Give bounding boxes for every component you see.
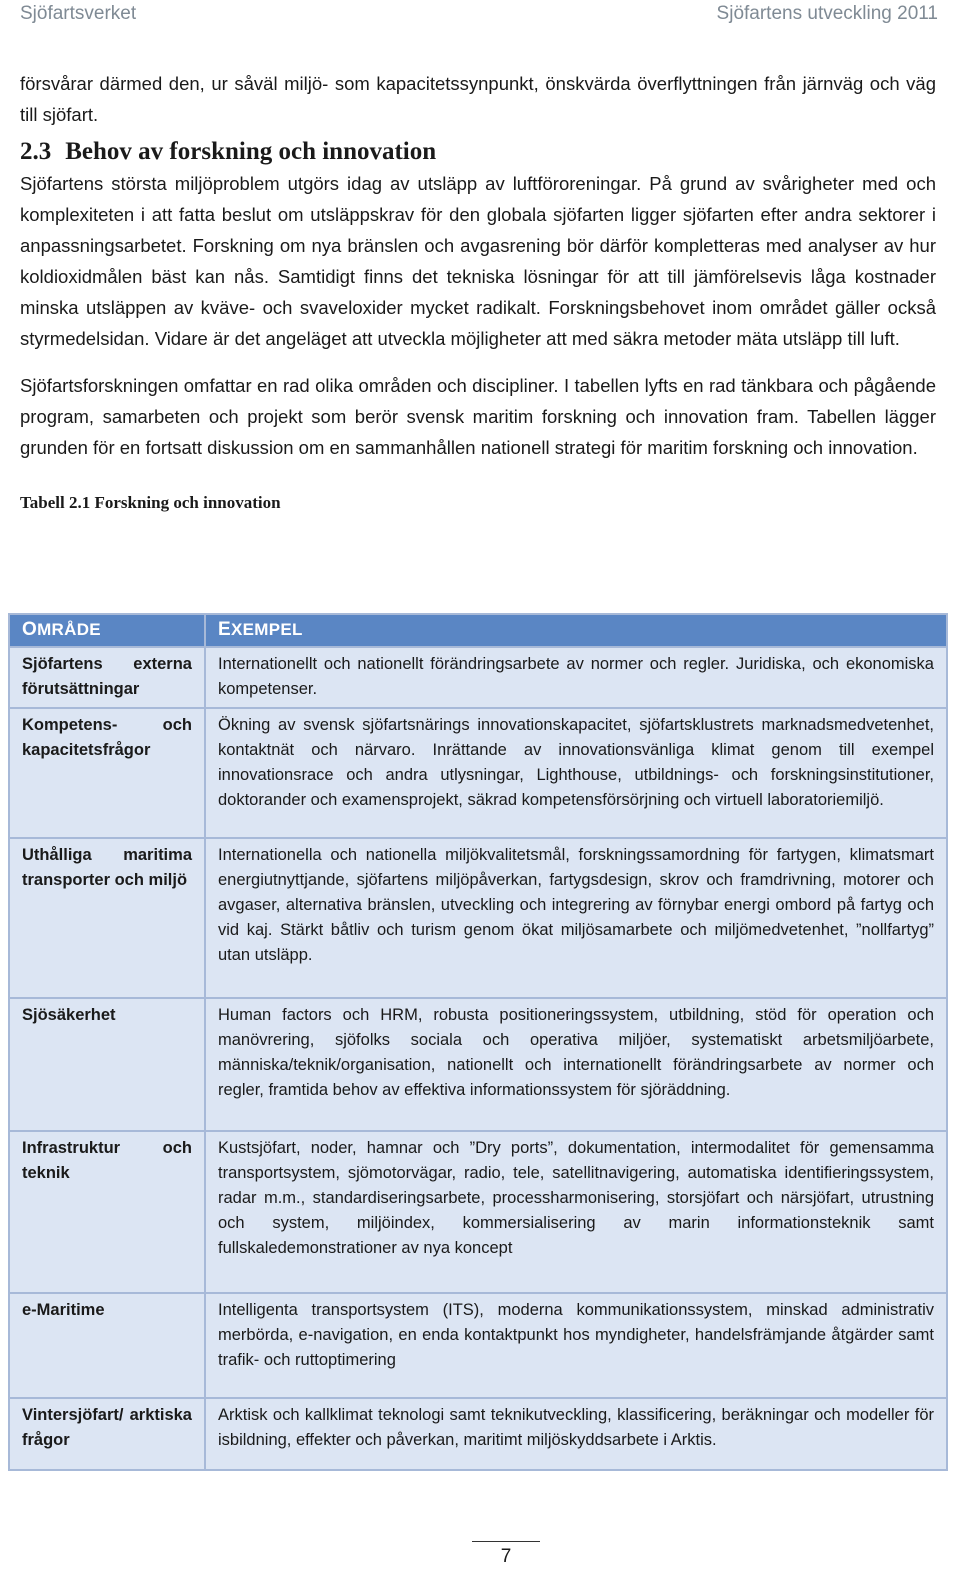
area-cell: e-Maritime [9,1293,205,1398]
table-row [9,708,947,838]
page-content [20,68,936,513]
example-cell: Arktisk och kallklimat teknologi samt teknikutveckling, klassificering, beräkningar och modeller för isbildning, effekter och påverkan, maritimt miljöskyddsarbete i Arktis. [205,1398,947,1470]
research-table [8,613,948,1471]
table-row [9,1293,947,1398]
section-title: Behov av forskning och innovation [65,138,437,165]
footer-rule [472,1541,540,1542]
area-cell: Uthålliga maritima transporter och miljö [9,838,205,998]
area-cell: Sjösäkerhet [9,998,205,1131]
example-cell: Kustsjöfart, noder, hamnar och ”Dry ports”, dokumentation, intermodalitet för gemensamma transportsystem, sjömotorvägar, radio, tele, satellitnavigering, automatiska identifieringssystem, radar m.m., standardiseringsarbete, processharmonisering, storsjöfart och närsjöfart, utrustning och system, miljöindex, kommersialisering av marin informationsteknik samt fullskaledemonstrationer av nya koncept [205,1131,947,1293]
table-header-row [9,614,947,647]
header-organization: Sjöfartsverket [20,3,137,24]
section-number: 2.3 [20,138,52,165]
area-cell: Vintersjöfart/ arktiska frågor [9,1398,205,1470]
header-example: EXEMPEL [205,614,947,647]
section-heading [20,136,936,168]
example-cell: Intelligenta transportsystem (ITS), moderna kommunikationssystem, minskad administrativ merbörda, e-navigation, en enda kontaktpunkt hos myndigheter, handelsfrämjande åtgärder samt trafik- och ruttoptimering [205,1293,947,1398]
table-row [9,647,947,709]
example-cell: Internationellt och nationellt förändringsarbete av normer och regler. Juridiska, och ekonomiska kompetenser. [205,647,947,709]
header-document-title: Sjöfartens utveckling 2011 [716,3,938,24]
table-caption: Tabell 2.1 Forskning och innovation [20,493,281,512]
table-row [9,1131,947,1293]
page-number: 7 [500,1546,512,1567]
table-row [9,998,947,1131]
page-header [20,0,938,28]
example-cell: Ökning av svensk sjöfartsnärings innovationskapacitet, sjöfartsklustrets marknadsmedvetenhet, kontaktnät och närvaro. Inrättande av innovationsvänliga klimat genom till exempel innovationsrace och andra utlysningar, Lighthouse, utbildnings- och forskningsinstitutioner, doktorander och examensprojekt, säkrad kompetensförsörjning och virtuell laboratoriemiljö. [205,708,947,838]
body-paragraph: Sjöfartsforskningen omfattar en rad olika områden och discipliner. I tabellen lyfts en rad tänkbara och pågående program, samarbeten och projekt som berör svensk maritim forskning och innovation fram. Tabellen lägger grunden för en fortsatt diskussion om en sammanhållen nationell strategi för maritim forskning och innovation. [20,375,936,458]
example-cell: Internationella och nationella miljökvalitetsmål, forskningssamordning för fartygen, klimatsmart energiutnyttjande, sjöfartens miljöpåverkan, fartygsdesign, skrov och framdrivning, motorer och avgaser, alternativa bränslen, utveckling och integrering av förnybar energi ombord på fartyg och vid kaj. Stärkt båtliv och turism genom ökat miljösamarbete och miljömedvetenhet, ”nollfartyg” utan utsläpp. [205,838,947,998]
intro-paragraph: försvårar därmed den, ur såväl miljö- som kapacitetssynpunkt, önskvärda överflyttningen från järnväg och väg till sjöfart. [20,73,936,125]
area-cell: Kompetens- och kapacitetsfrågor [9,708,205,838]
table-row [9,1398,947,1470]
area-cell: Sjöfartens externa förutsättningar [9,647,205,709]
header-area: OMRÅDE [9,614,205,647]
area-cell: Infrastruktur och teknik [9,1131,205,1293]
table-row [9,838,947,998]
body-paragraph: Sjöfartens största miljöproblem utgörs idag av utsläpp av luftföroreningar. På grund av svårigheter med och komplexiteten i att fatta beslut om utsläppskrav för den globala sjöfarten ligger sjöfarten efter andra sektorer i anpassningsarbetet. Forskning om nya bränslen och avgasrening bör därför kompletteras med analyser av hur koldioxidmålen bäst kan nås. Samtidigt finns det tekniska lösningar för att till jämförelsevis låga kostnader minska utsläppen av kväve- och svaveloxider mycket radikalt. Forskningsbehovet inom området gäller också styrmedelsidan. Vidare är det angeläget att utveckla möjligheter att med säkra metoder mäta utsläpp till luft. [20,173,936,349]
example-cell: Human factors och HRM, robusta positioneringssystem, utbildning, stöd för operation och manövrering, sjöfolks sociala och operativa miljöer, systematiskt arbetsmiljöarbete, människa/teknik/organisation, nationellt och internationellt förändringsarbete av normer och regler, framtida behov av effektiva informationssystem för sjöräddning. [205,998,947,1131]
